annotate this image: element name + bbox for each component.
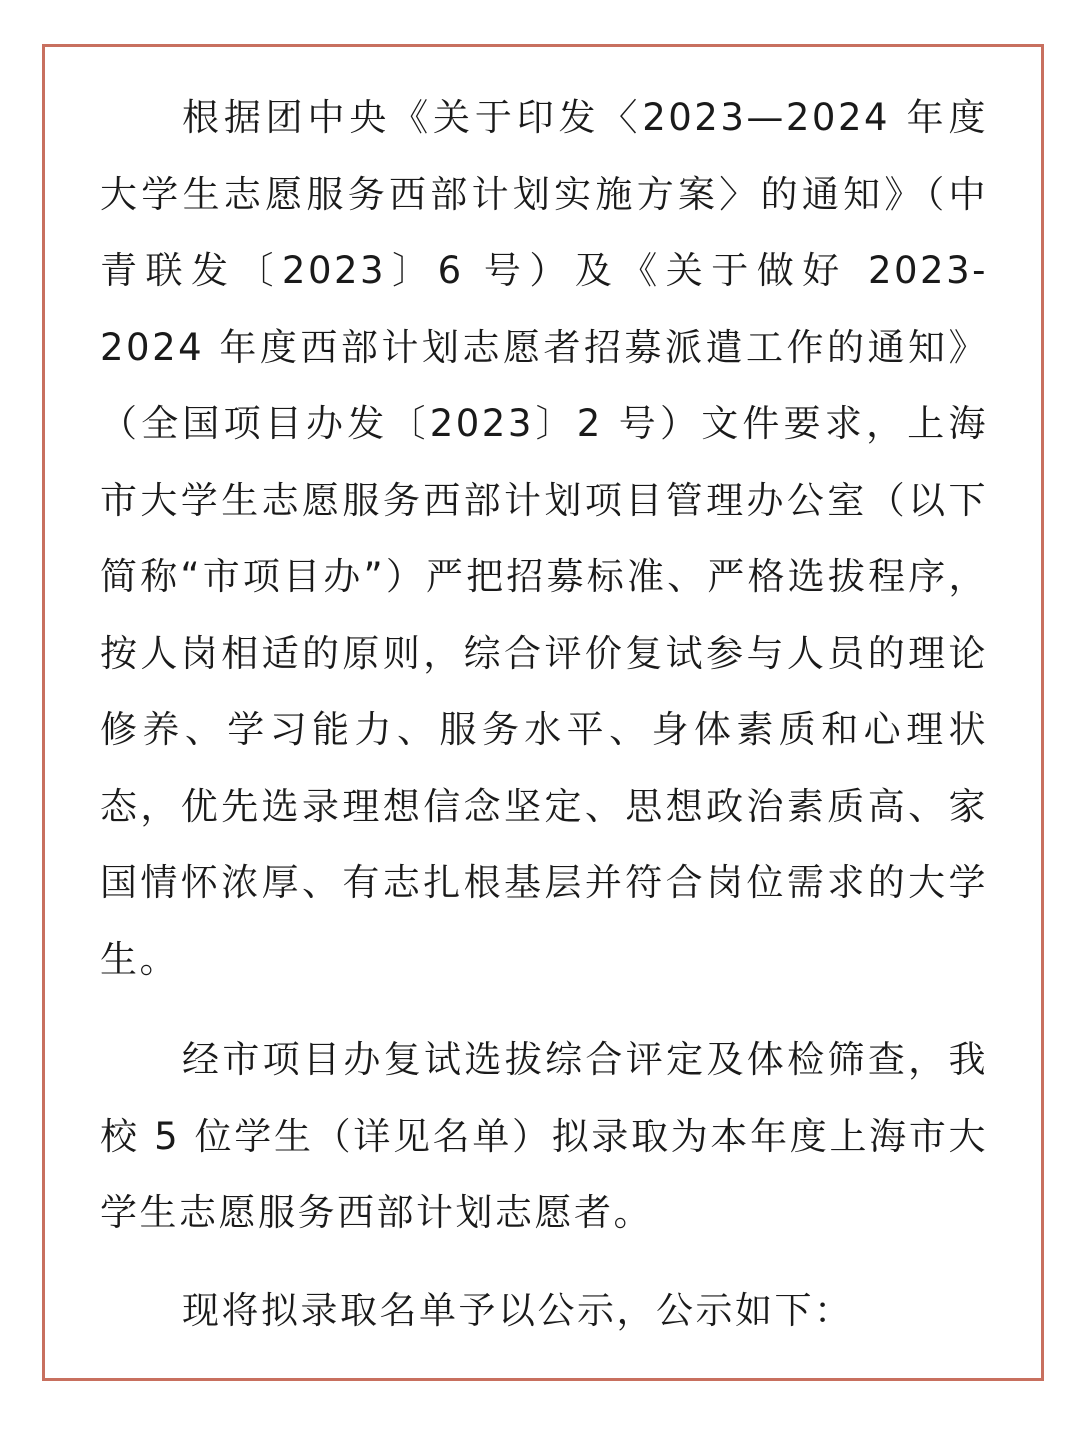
paragraph-announcement: 现将拟录取名单予以公示，公示如下：: [182, 1288, 854, 1332]
paragraph-background: 根据团中央《关于印发〈2023—2024 年度大学生志愿服务西部计划实施方案〉的通知》（中青联发〔2023〕6 号）及《关于做好 2023-2024 年度西部计划志愿者招募派遣工作的通知》（全国项目办发〔2023〕2 号）文件要求，上海市大学生志愿服务西部计划项目管理办公室（以下简称“市项目办”）严把招募标准、严格选拔程序，按人岗相适的原则，综合评价复试参与人员的理论修养、学习能力、服务水平、身体素质和心理状态，优先选录理想信念坚定、思想政治素质高、家国情怀浓厚、有志扎根基层并符合岗位需求的大学生。: [100, 96, 988, 981]
paragraph-admission-result: 经市项目办复试选拔综合评定及体检筛查，我校 5 位学生（详见名单）拟录取为本年度上海市大学生志愿服务西部计划志愿者。: [100, 1038, 988, 1234]
notice-body: [100, 80, 988, 1349]
